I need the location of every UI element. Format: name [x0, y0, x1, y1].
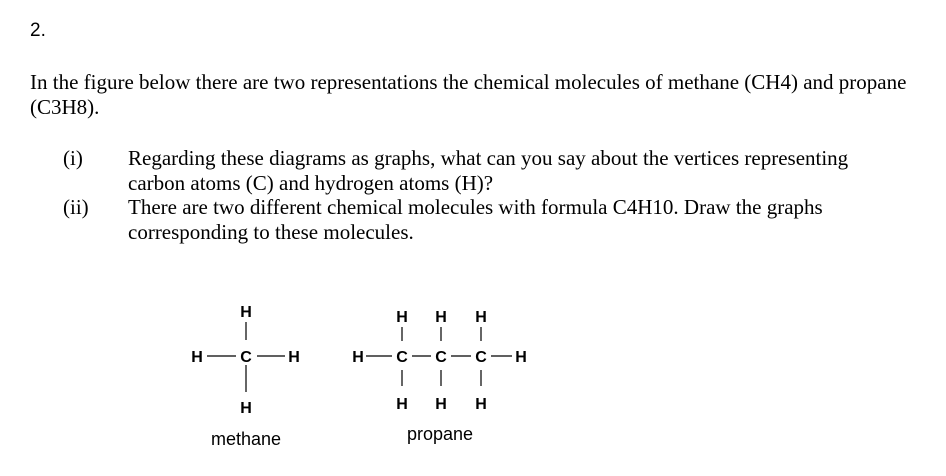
methane-caption: methane — [210, 429, 282, 449]
methane-diagram — [191, 304, 300, 449]
sub-question-text: Regarding these diagrams as graphs, what can you say about the vertices representing carbon atoms (C) and hydrogen atoms (H)? — [128, 146, 849, 195]
methane-atom-left: H — [191, 349, 203, 366]
propane-atom-top-h: H — [435, 309, 447, 326]
propane-caption: propane — [406, 424, 474, 444]
intro-paragraph: In the figure below there are two representations the chemical molecules of methane (CH4) and propane (C3H8). — [30, 70, 907, 119]
propane-atom-bottom-h: H — [475, 396, 487, 413]
propane-atom-chain: C — [475, 349, 487, 366]
question-number: 2. — [30, 20, 46, 41]
propane-atom-chain: C — [435, 349, 447, 366]
methane-atom-top: H — [240, 304, 252, 321]
propane-atom-top-h: H — [475, 309, 487, 326]
propane-atom-top-h: H — [396, 309, 408, 326]
sub-question-label: (ii) — [63, 195, 89, 219]
propane-atom-chain: C — [396, 349, 408, 366]
sub-question-text: There are two different chemical molecules with formula C4H10. Draw the graphs corresponding to these molecules. — [128, 195, 823, 244]
propane-atom-bottom-h: H — [396, 396, 408, 413]
sub-question-label: (i) — [63, 146, 83, 170]
propane-atom-chain: H — [515, 349, 527, 366]
methane-atom-center: C — [240, 349, 252, 366]
methane-atom-right: H — [288, 349, 300, 366]
propane-atom-chain: H — [352, 349, 364, 366]
propane-atom-bottom-h: H — [435, 396, 447, 413]
methane-atom-bottom: H — [240, 400, 252, 417]
propane-diagram — [352, 309, 527, 444]
